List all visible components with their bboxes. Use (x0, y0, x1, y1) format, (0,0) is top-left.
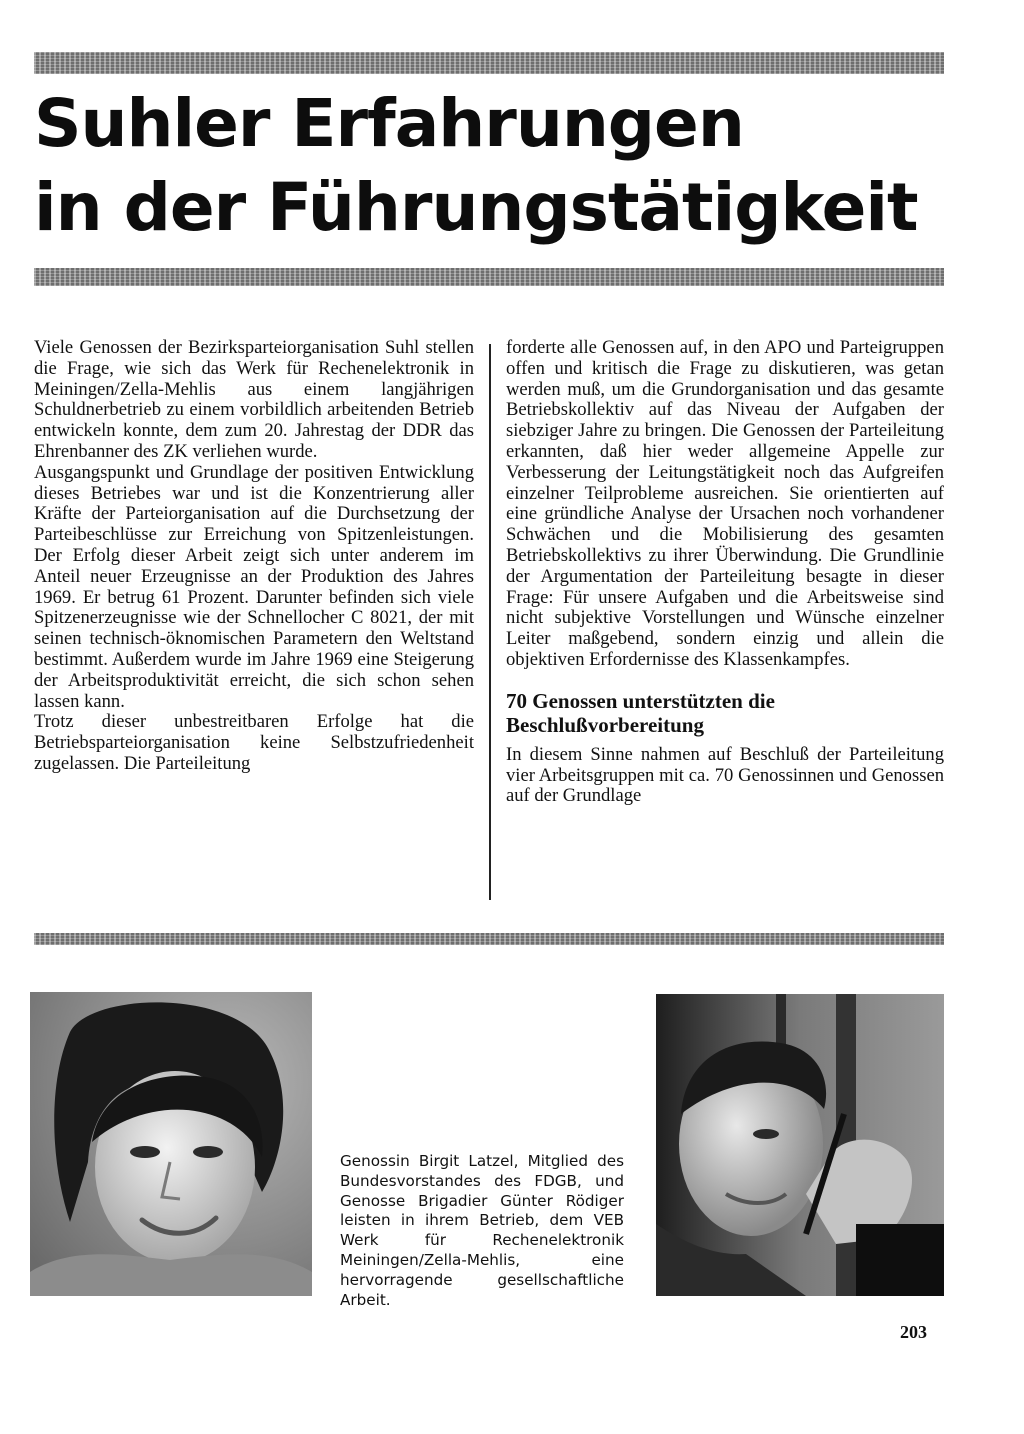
headline-halftone-rule (34, 268, 944, 286)
paragraph-grundlage: Ausgangspunkt und Grundlage der positiven Entwicklung dieses Betriebes war und ist die Konzentrierung aller Kräfte der Parteiorganisation auf die Durchsetzung der Parteibeschlüsse zur Erreichung von Spitzenleistungen. Der Erfolg dieser Arbeit zeigt sich unter anderem im Anteil neuer Erzeugnisse an der Produktion des Jahres 1969. Er betrug 61 Prozent. Darunter befinden sich viele Spitzenerzeugnisse wie der Schnellocher C 8021, der mit seinen technisch-öknomischen Parametern den Weltstand bestimmt. Außerdem wurde im Jahre 1969 eine Steigerung der Arbeitsproduktivität erreicht, die sich schon sehen lassen kann. (34, 461, 474, 712)
column-divider (489, 344, 491, 900)
headline-line-2: in der Führungstätigkeit (34, 169, 918, 246)
paragraph-intro: Viele Genossen der Bezirksparteiorganisation Suhl stellen die Frage, wie sich das Werk für Rechenelektronik in Meiningen/Zella-Mehlis aus einem langjährigen Schuldnerbetrieb zu einem vorbildlich arbeitenden Betrieb entwickeln konnte, dem zum 20. Jahrestag der DDR das Ehrenbanner des ZK verliehen wurde. (34, 337, 474, 462)
portrait-man-illustration (656, 994, 944, 1296)
paragraph-in-diesem-sinne: In diesem Sinne nahmen auf Beschluß der Parteileitung vier Arbeitsgruppen mit ca. 70 Genossinnen und Genossen auf der Grundlage (506, 743, 944, 807)
top-halftone-rule (34, 52, 944, 74)
photo-caption: Genossin Birgit Latzel, Mitglied des Bundesvorstandes des FDGB, und Genosse Brigadier Günter Rödiger leisten in ihrem Betrieb, dem VEB Werk für Rechenelektronik Meiningen/Zella-Mehlis, eine hervorragende gesellschaftliche Arbeit. (340, 1152, 624, 1309)
section-subheading: 70 Genossen unterstützten die Beschlußvorbereitung (506, 688, 775, 737)
paragraph-forderte: forderte alle Genossen auf, in den APO und Parteigruppen offen und kritisch die Frage zu diskutieren, was getan werden muß, um die Grundorganisation und das gesamte Betriebskollektiv auf das Niveau der Aufgaben der siebziger Jahre zu bringen. Die Genossen der Parteileitung erkannten, daß hier weder allgemeine Appelle zur Verbesserung der Leitungstätigkeit noch das Aufgreifen einzelner Teilprobleme ausreichen. Sie orientierten auf eine gründliche Analyse der Ursachen noch vorhandener Schwächen und die Mobilisierung des gesamten Betriebskollektivs zu ihrer Überwindung. Die Grundlinie der Argumentation der Parteileitung besagte in dieser Frage: Für unsere Aufgaben und die Arbeitsweise sind nicht subjektive Vorstellungen und Wünsche einzelner Leiter maßgebend, sondern einzig und allein die objektiven Erfordernisse des Klassenkampfes. (506, 337, 944, 670)
portrait-photo-man (656, 994, 944, 1296)
headline-line-1: Suhler Erfahrungen (34, 85, 744, 162)
bottom-halftone-rule (34, 933, 944, 945)
portrait-photo-woman (30, 992, 312, 1296)
left-text-column (34, 338, 474, 775)
page-number: 203 (900, 1322, 927, 1342)
portrait-woman-illustration (30, 992, 312, 1296)
paragraph-trotz: Trotz dieser unbestreitbaren Erfolge hat die Betriebsparteiorganisation keine Selbstzufriedenheit zugelassen. Die Parteileitung (34, 711, 474, 774)
article-headline (34, 82, 974, 250)
right-text-column (506, 338, 944, 807)
